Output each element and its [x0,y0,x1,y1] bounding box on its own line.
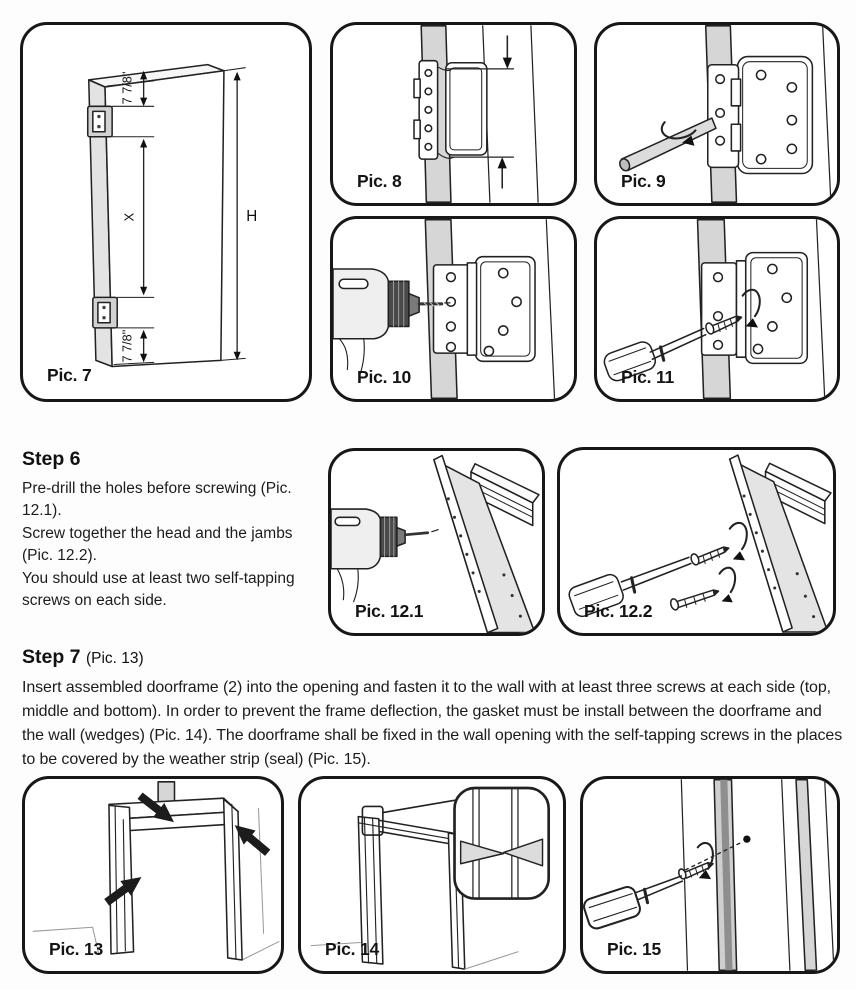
hinge-icon [414,61,487,159]
panel-pic14 [298,776,566,974]
hinge-icon [708,57,813,174]
screw-icon [690,547,729,566]
hinge-icon [434,257,536,362]
panel-label-pic13: Pic. 13 [49,939,104,959]
dim-label-top: 7 7/8" [120,71,135,105]
step6-section [22,448,327,613]
panel-label-pic9: Pic. 9 [621,171,666,191]
panel-label-pic15: Pic. 15 [607,939,662,959]
step7-section [22,646,844,772]
panel-label-pic8: Pic. 8 [357,171,402,191]
panel-pic12-2 [557,447,836,636]
panel-label-pic7: Pic. 7 [47,365,92,385]
rotation-arrow-icon [730,523,747,561]
panel-label-pic10: Pic. 10 [357,367,412,387]
dim-label-bottom: 7 7/8" [120,329,135,363]
screw-point-dot [743,835,750,842]
rotation-arrow-icon [698,843,713,879]
panel-label-pic14: Pic. 14 [325,939,380,959]
step7-heading [22,646,844,669]
step7-heading-note: (Pic. 13) [85,650,144,667]
panel-pic13 [22,776,284,974]
step7-heading-text: Step 7 [22,646,81,668]
step6-heading: Step 6 [22,448,81,470]
doorframe-icon [109,798,242,960]
screwdriver-icon [583,876,682,931]
step6-line: You should use at least two self-tapping [22,569,295,587]
screw-icon [669,590,718,611]
panel-pic10 [330,216,577,402]
panel-pic15 [580,776,840,974]
hinge-icon [702,253,808,364]
measure-arrows-icon [498,58,512,169]
panel-pic9 [594,22,840,206]
drill-icon [331,509,438,602]
step7-body: Insert assembled doorframe (2) into the opening and fasten it to the wall with at least three screws at each side (top, middle and bottom). In order to prevent the frame deflection, the gasket must be install between the doorframe and the wall (wedges) (Pic. 14). The doorframe shall be fixed in the wall opening with the self-tapping screws in the places to be covered by the weather strip (seal) (Pic. 15). [22,679,843,768]
panel-label-pic12-2: Pic. 12.2 [584,601,653,621]
weather-strip-groove [796,780,816,971]
panel-pic7 [20,22,312,402]
rotation-arrow-icon [720,568,736,603]
panel-pic12-1 [328,448,545,636]
marking-rod-icon [618,118,716,172]
step6-line: (Pic. 12.2). [22,547,97,565]
wedges-callout-icon [455,788,549,899]
hinge-top-icon [88,106,112,136]
hinge-bottom-icon [93,297,117,327]
panel-label-pic12-1: Pic. 12.1 [355,601,424,621]
dim-label-x: X [122,212,137,222]
step6-line: Screw together the head and the jambs [22,524,293,542]
step6-line: Pre-drill the holes before screwing (Pic. 12.1). [22,480,292,520]
door-hinge-dimensions-diagram [23,25,309,399]
dim-label-height: H [246,208,258,226]
step6-line: screws on each side. [22,592,167,610]
panel-pic11 [594,216,840,402]
panel-pic8 [330,22,577,206]
panel-label-pic11: Pic. 11 [621,367,675,387]
